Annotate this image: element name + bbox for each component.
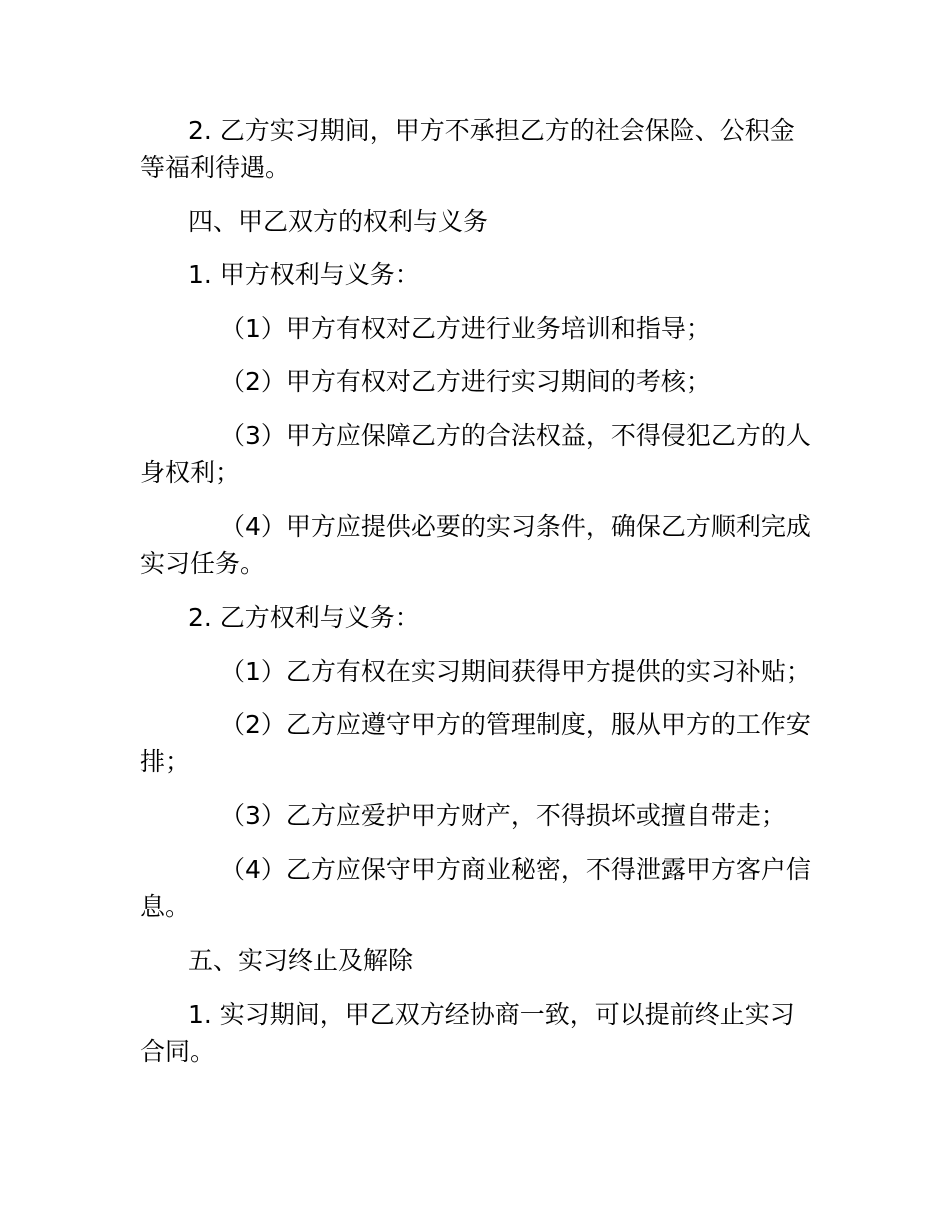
party-a-item-1: （1）甲方有权对乙方进行业务培训和指导； (220, 314, 711, 343)
party-a-item-2: （2）甲方有权对乙方进行实习期间的考核； (220, 367, 711, 396)
party-b-item-2: （2）乙方应遵守甲方的管理制度，服从甲方的工作安排； (140, 710, 811, 776)
termination-item-1: 1. 实习期间，甲乙双方经协商一致，可以提前终止实习合同。 (140, 1000, 795, 1066)
party-b-item-1: （1）乙方有权在实习期间获得甲方提供的实习补贴； (220, 657, 811, 686)
subheading-party-a: 1. 甲方权利与义务： (188, 260, 420, 289)
party-a-item-4: （4）甲方应提供必要的实习条件，确保乙方顺利完成实习任务。 (140, 512, 811, 578)
party-a-item-3: （3）甲方应保障乙方的合法权益，不得侵犯乙方的人身权利； (140, 421, 811, 487)
section-heading-termination: 五、实习终止及解除 (188, 946, 414, 975)
party-b-item-3: （3）乙方应爱护甲方财产，不得损坏或擅自带走； (220, 801, 786, 830)
subheading-party-b: 2. 乙方权利与义务： (188, 603, 420, 632)
section-heading-rights-obligations: 四、甲乙双方的权利与义务 (188, 207, 489, 236)
party-b-item-4: （4）乙方应保守甲方商业秘密，不得泄露甲方客户信息。 (140, 855, 811, 921)
paragraph-benefits: 2. 乙方实习期间，甲方不承担乙方的社会保险、公积金等福利待遇。 (140, 116, 795, 182)
